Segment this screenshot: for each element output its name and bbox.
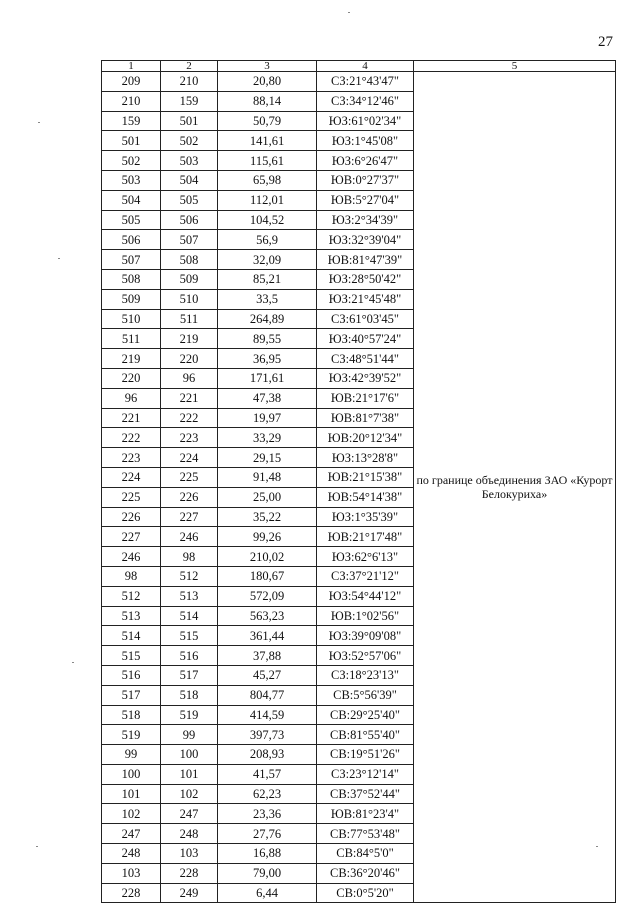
to-point-cell: 508	[161, 250, 218, 270]
bearing-cell: ЮЗ:21°45'48"	[317, 289, 414, 309]
to-point-cell: 517	[161, 665, 218, 685]
bearing-cell: СВ:37°52'44"	[317, 784, 414, 804]
to-point-cell: 516	[161, 646, 218, 666]
length-cell: 180,67	[218, 566, 317, 586]
length-cell: 19,97	[218, 408, 317, 428]
bearing-cell: ЮВ:5°27'04"	[317, 190, 414, 210]
scan-speck	[38, 122, 40, 123]
bearing-cell: ЮЗ:1°45'08"	[317, 131, 414, 151]
length-cell: 27,76	[218, 824, 317, 844]
bearing-cell: ЮЗ:42°39'52"	[317, 368, 414, 388]
bearing-cell: ЮЗ:40°57'24"	[317, 329, 414, 349]
bearing-cell: СЗ:18°23'13"	[317, 665, 414, 685]
to-point-cell: 228	[161, 863, 218, 883]
to-point-cell: 518	[161, 685, 218, 705]
bearing-cell: ЮВ:21°15'38"	[317, 467, 414, 487]
from-point-cell: 505	[102, 210, 161, 230]
scan-speck	[72, 662, 74, 663]
length-cell: 29,15	[218, 448, 317, 468]
from-point-cell: 516	[102, 665, 161, 685]
to-point-cell: 505	[161, 190, 218, 210]
to-point-cell: 222	[161, 408, 218, 428]
from-point-cell: 515	[102, 646, 161, 666]
table-header-row	[102, 61, 616, 72]
from-point-cell: 504	[102, 190, 161, 210]
from-point-cell: 221	[102, 408, 161, 428]
to-point-cell: 502	[161, 131, 218, 151]
to-point-cell: 219	[161, 329, 218, 349]
length-cell: 79,00	[218, 863, 317, 883]
bearing-cell: СВ:84°5'0"	[317, 844, 414, 864]
bearing-cell: СВ:77°53'48"	[317, 824, 414, 844]
to-point-cell: 225	[161, 467, 218, 487]
length-cell: 171,61	[218, 368, 317, 388]
from-point-cell: 506	[102, 230, 161, 250]
length-cell: 112,01	[218, 190, 317, 210]
length-cell: 35,22	[218, 507, 317, 527]
length-cell: 23,36	[218, 804, 317, 824]
to-point-cell: 501	[161, 111, 218, 131]
from-point-cell: 227	[102, 527, 161, 547]
bearing-cell: ЮЗ:61°02'34"	[317, 111, 414, 131]
length-cell: 41,57	[218, 764, 317, 784]
column-header-1: 1	[102, 61, 161, 72]
from-point-cell: 501	[102, 131, 161, 151]
from-point-cell: 510	[102, 309, 161, 329]
to-point-cell: 246	[161, 527, 218, 547]
length-cell: 804,77	[218, 685, 317, 705]
from-point-cell: 226	[102, 507, 161, 527]
length-cell: 62,23	[218, 784, 317, 804]
bearing-cell: СВ:36°20'46"	[317, 863, 414, 883]
from-point-cell: 96	[102, 388, 161, 408]
from-point-cell: 220	[102, 368, 161, 388]
length-cell: 33,29	[218, 428, 317, 448]
bearing-cell: СЗ:34°12'46"	[317, 91, 414, 111]
from-point-cell: 103	[102, 863, 161, 883]
to-point-cell: 511	[161, 309, 218, 329]
from-point-cell: 512	[102, 586, 161, 606]
bearing-cell: ЮВ:81°47'39"	[317, 250, 414, 270]
to-point-cell: 103	[161, 844, 218, 864]
bearing-cell: ЮВ:81°23'4"	[317, 804, 414, 824]
length-cell: 208,93	[218, 745, 317, 765]
bearing-cell: ЮВ:21°17'48"	[317, 527, 414, 547]
to-point-cell: 100	[161, 745, 218, 765]
bearing-cell: ЮЗ:54°44'12"	[317, 586, 414, 606]
to-point-cell: 101	[161, 764, 218, 784]
from-point-cell: 101	[102, 784, 161, 804]
from-point-cell: 102	[102, 804, 161, 824]
length-cell: 89,55	[218, 329, 317, 349]
length-cell: 25,00	[218, 487, 317, 507]
to-point-cell: 98	[161, 547, 218, 567]
to-point-cell: 221	[161, 388, 218, 408]
scan-speck	[58, 258, 60, 259]
from-point-cell: 246	[102, 547, 161, 567]
from-point-cell: 225	[102, 487, 161, 507]
length-cell: 88,14	[218, 91, 317, 111]
to-point-cell: 247	[161, 804, 218, 824]
bearing-cell: ЮВ:54°14'38"	[317, 487, 414, 507]
to-point-cell: 512	[161, 566, 218, 586]
to-point-cell: 513	[161, 586, 218, 606]
from-point-cell: 159	[102, 111, 161, 131]
length-cell: 397,73	[218, 725, 317, 745]
to-point-cell: 227	[161, 507, 218, 527]
from-point-cell: 248	[102, 844, 161, 864]
bearing-cell: ЮВ:1°02'56"	[317, 606, 414, 626]
boundary-description-cell: по границе объединения ЗАО «Курорт Белокуриха»	[414, 72, 616, 903]
to-point-cell: 226	[161, 487, 218, 507]
from-point-cell: 100	[102, 764, 161, 784]
from-point-cell: 99	[102, 745, 161, 765]
from-point-cell: 518	[102, 705, 161, 725]
page-number: 27	[598, 34, 613, 50]
length-cell: 572,09	[218, 586, 317, 606]
length-cell: 16,88	[218, 844, 317, 864]
length-cell: 563,23	[218, 606, 317, 626]
to-point-cell: 519	[161, 705, 218, 725]
to-point-cell: 248	[161, 824, 218, 844]
to-point-cell: 514	[161, 606, 218, 626]
to-point-cell: 223	[161, 428, 218, 448]
length-cell: 36,95	[218, 349, 317, 369]
to-point-cell: 510	[161, 289, 218, 309]
bearing-cell: СВ:19°51'26"	[317, 745, 414, 765]
bearing-cell: СЗ:61°03'45"	[317, 309, 414, 329]
bearing-cell: ЮЗ:32°39'04"	[317, 230, 414, 250]
scan-speck	[596, 846, 598, 847]
bearing-cell: ЮЗ:52°57'06"	[317, 646, 414, 666]
from-point-cell: 508	[102, 269, 161, 289]
bearing-cell: ЮВ:81°7'38"	[317, 408, 414, 428]
length-cell: 33,5	[218, 289, 317, 309]
to-point-cell: 159	[161, 91, 218, 111]
scan-speck	[36, 846, 38, 847]
bearing-cell: СЗ:21°43'47"	[317, 72, 414, 92]
bearing-cell: ЮЗ:62°6'13"	[317, 547, 414, 567]
length-cell: 414,59	[218, 705, 317, 725]
table-row	[102, 72, 616, 92]
to-point-cell: 99	[161, 725, 218, 745]
length-cell: 85,21	[218, 269, 317, 289]
column-header-3: 3	[218, 61, 317, 72]
length-cell: 104,52	[218, 210, 317, 230]
from-point-cell: 503	[102, 170, 161, 190]
bearing-cell: ЮЗ:28°50'42"	[317, 269, 414, 289]
to-point-cell: 224	[161, 448, 218, 468]
bearing-cell: СВ:0°5'20"	[317, 883, 414, 903]
from-point-cell: 502	[102, 151, 161, 171]
from-point-cell: 247	[102, 824, 161, 844]
length-cell: 50,79	[218, 111, 317, 131]
bearing-cell: СЗ:23°12'14"	[317, 764, 414, 784]
from-point-cell: 219	[102, 349, 161, 369]
from-point-cell: 519	[102, 725, 161, 745]
bearing-cell: ЮЗ:39°09'08"	[317, 626, 414, 646]
length-cell: 361,44	[218, 626, 317, 646]
column-header-4: 4	[317, 61, 414, 72]
to-point-cell: 220	[161, 349, 218, 369]
to-point-cell: 102	[161, 784, 218, 804]
from-point-cell: 507	[102, 250, 161, 270]
length-cell: 264,89	[218, 309, 317, 329]
to-point-cell: 249	[161, 883, 218, 903]
length-cell: 91,48	[218, 467, 317, 487]
from-point-cell: 228	[102, 883, 161, 903]
bearing-cell: СЗ:48°51'44"	[317, 349, 414, 369]
from-point-cell: 513	[102, 606, 161, 626]
to-point-cell: 506	[161, 210, 218, 230]
length-cell: 6,44	[218, 883, 317, 903]
table-body	[102, 72, 616, 903]
from-point-cell: 509	[102, 289, 161, 309]
length-cell: 32,09	[218, 250, 317, 270]
column-header-5: 5	[414, 61, 616, 72]
length-cell: 115,61	[218, 151, 317, 171]
to-point-cell: 507	[161, 230, 218, 250]
from-point-cell: 224	[102, 467, 161, 487]
length-cell: 45,27	[218, 665, 317, 685]
length-cell: 210,02	[218, 547, 317, 567]
to-point-cell: 504	[161, 170, 218, 190]
bearing-cell: ЮЗ:13°28'8"	[317, 448, 414, 468]
from-point-cell: 223	[102, 448, 161, 468]
bearing-cell: СВ:29°25'40"	[317, 705, 414, 725]
to-point-cell: 503	[161, 151, 218, 171]
bearing-cell: ЮВ:20°12'34"	[317, 428, 414, 448]
column-header-2: 2	[161, 61, 218, 72]
to-point-cell: 210	[161, 72, 218, 92]
length-cell: 47,38	[218, 388, 317, 408]
from-point-cell: 210	[102, 91, 161, 111]
from-point-cell: 514	[102, 626, 161, 646]
scan-speck	[348, 12, 350, 13]
bearing-cell: ЮЗ:1°35'39"	[317, 507, 414, 527]
length-cell: 20,80	[218, 72, 317, 92]
to-point-cell: 96	[161, 368, 218, 388]
bearing-cell: СЗ:37°21'12"	[317, 566, 414, 586]
from-point-cell: 98	[102, 566, 161, 586]
bearing-cell: ЮЗ:6°26'47"	[317, 151, 414, 171]
from-point-cell: 517	[102, 685, 161, 705]
length-cell: 56,9	[218, 230, 317, 250]
to-point-cell: 509	[161, 269, 218, 289]
bearing-cell: ЮЗ:2°34'39"	[317, 210, 414, 230]
bearing-cell: ЮВ:21°17'6"	[317, 388, 414, 408]
length-cell: 37,88	[218, 646, 317, 666]
bearing-cell: СВ:81°55'40"	[317, 725, 414, 745]
length-cell: 141,61	[218, 131, 317, 151]
boundary-table	[101, 60, 616, 903]
to-point-cell: 515	[161, 626, 218, 646]
bearing-cell: ЮВ:0°27'37"	[317, 170, 414, 190]
length-cell: 99,26	[218, 527, 317, 547]
length-cell: 65,98	[218, 170, 317, 190]
from-point-cell: 511	[102, 329, 161, 349]
from-point-cell: 209	[102, 72, 161, 92]
bearing-cell: СВ:5°56'39"	[317, 685, 414, 705]
from-point-cell: 222	[102, 428, 161, 448]
